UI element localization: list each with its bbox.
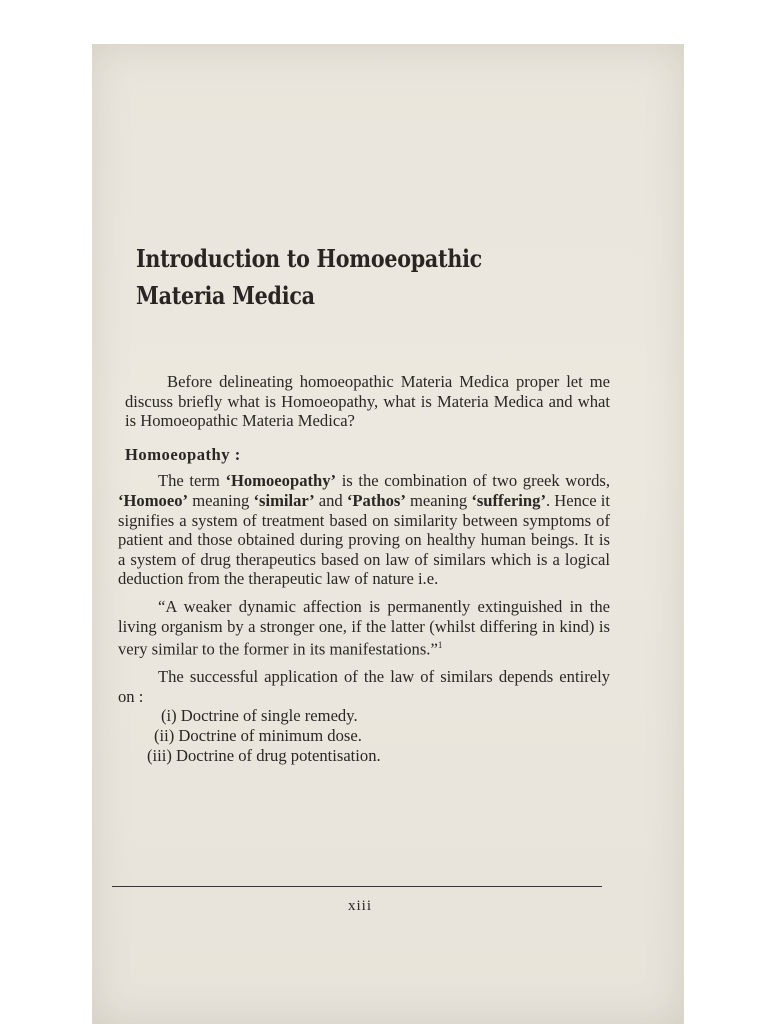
quote-paragraph (118, 597, 610, 659)
term-similar: ‘similar’ (253, 490, 315, 510)
footnote-marker: 1 (437, 640, 443, 651)
doctrine-list (118, 706, 610, 765)
list-item: (ii) Doctrine of minimum dose. (154, 726, 362, 746)
term-text-5: meaning (405, 490, 472, 510)
list-item: (iii) Doctrine of drug potentisation. (147, 745, 381, 765)
page-number: xiii (347, 898, 372, 914)
term-text-2: is the combination of two greek words, (336, 471, 610, 491)
term-homoeopathy: ‘Homoeopathy’ (225, 471, 337, 491)
chapter-title-line-1: Introduction to Homoeopathic (136, 244, 482, 273)
list-item: (i) Doctrine of single remedy. (161, 706, 358, 726)
term-text-6: . Hence it signifies a system of treatment based on similarity between symptoms of patient and those obtained during proving on healthy human beings. It is a system of drug therapeutics based on law of similars which is a logical deduction from the therapeutic law of nature i.e. (118, 490, 611, 589)
intro-paragraph: Before delineating homoeopathic Materia Medica proper let me discuss briefly what is Homoeopathy, what is Materia Medica and what is Homoeopathic Materia Medica? (125, 372, 610, 431)
term-suffering: ‘suffering’ (471, 490, 546, 510)
term-homoeo: ‘Homoeo’ (118, 490, 189, 510)
application-paragraph: The successful application of the law of similars depends entirely on : (118, 667, 610, 706)
term-text-1: The term (158, 471, 226, 491)
term-paragraph (118, 471, 610, 589)
quote-text: “A weaker dynamic affection is permanently extinguished in the living organism by a stronger one, if the latter (whilst differing in kind) is very similar to the former in its manifestations.” (118, 596, 610, 659)
term-pathos: ‘Pathos’ (346, 490, 406, 510)
term-text-4: and (314, 490, 347, 510)
chapter-title (136, 240, 549, 314)
term-text-3: meaning (188, 490, 254, 510)
chapter-title-line-2: Materia Medica (136, 281, 315, 310)
chapter-body (118, 372, 610, 765)
section-heading: Homoeopathy : (125, 444, 241, 464)
footer-rule (112, 886, 602, 887)
